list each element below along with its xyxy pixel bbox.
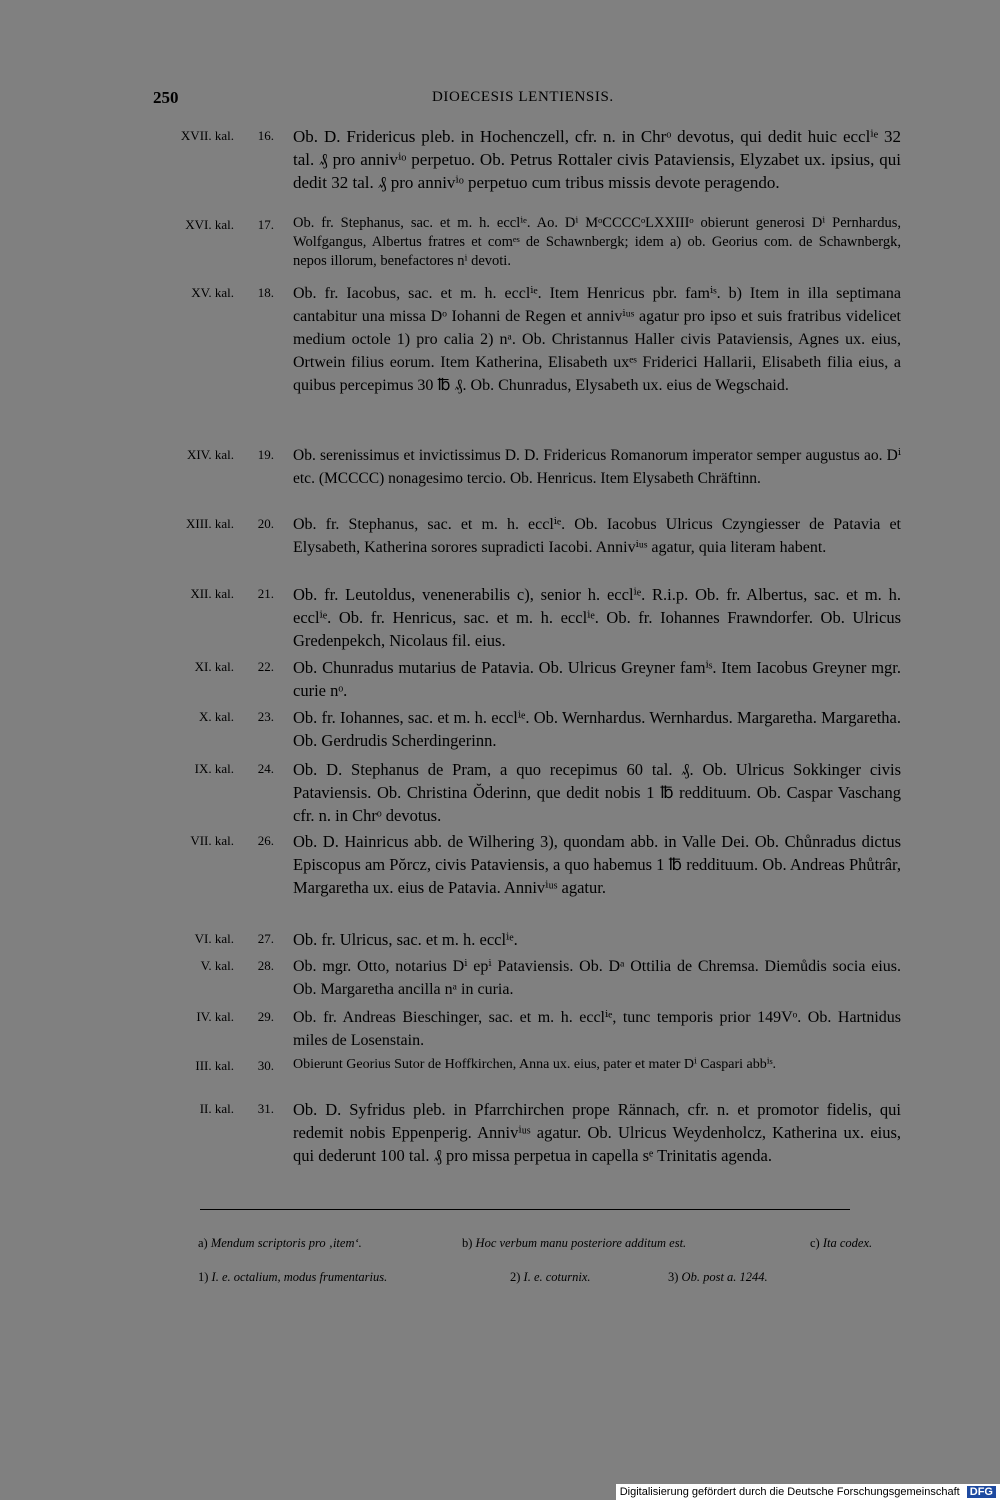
kalends-label: V. kal. bbox=[200, 958, 234, 973]
kalends-label: XIV. kal. bbox=[186, 447, 234, 462]
day-number: 19. bbox=[257, 447, 274, 462]
entry-text: Ob. serenissimus et invictissimus D. D. Fridericus Romanorum imperator semper augustus ao. Dⁱ etc. (MCCCC) nonagesimo tercio. Ob. Henricus. Item Elysabeth Chräftinn. bbox=[293, 447, 901, 487]
footnote-label: 3) bbox=[668, 1270, 679, 1284]
footnote-text: Ob. post a. 1244. bbox=[681, 1270, 768, 1284]
day-number: 23. bbox=[257, 709, 274, 724]
kalends-label: XVI. kal. bbox=[185, 217, 234, 232]
footnote-label: c) bbox=[810, 1236, 820, 1250]
entry-text: Ob. fr. Iohannes, sac. et m. h. ecclⁱᵉ. Ob. Wernhardus. Wernhardus. Margaretha. Margaretha. Ob. Gerdrudis Scherdingerinn. bbox=[293, 708, 901, 750]
footnote-label: a) bbox=[198, 1236, 208, 1250]
funding-text: Digitalisierung gefördert durch die Deutsche Forschungsgemeinschaft bbox=[619, 1486, 960, 1498]
day-number: 18. bbox=[257, 285, 274, 300]
kalends-label: II. kal. bbox=[199, 1101, 234, 1116]
day-number: 26. bbox=[257, 833, 274, 848]
entry-text: Obierunt Georius Sutor de Hoffkirchen, Anna ux. eius, pater et mater Dⁱ Caspari abbⁱˢ. bbox=[293, 1057, 777, 1072]
footnote-text: I. e. octalium, modus frumentarius. bbox=[211, 1270, 388, 1284]
day-number: 29. bbox=[257, 1009, 274, 1024]
day-number: 31. bbox=[257, 1101, 274, 1116]
entry-text: Ob. D. Stephanus de Pram, a quo recepimus 60 tal. ₰. Ob. Ulricus Sokkinger civis Pataviensis. Ob. Christina Ŏderinn, que dedit nobis 1 ℔ reddituum. Ob. Caspar Vaschang cfr. n. in Chrᵒ devotus. bbox=[293, 760, 901, 825]
kalends-label: VI. kal. bbox=[194, 931, 234, 946]
dfg-funding-banner bbox=[616, 1484, 1000, 1500]
page-title: DIOECESIS LENTIENSIS. bbox=[432, 89, 614, 105]
entry-text: Ob. fr. Ulricus, sac. et m. h. ecclⁱᵉ. bbox=[293, 930, 518, 949]
entry-text: Ob. D. Syfridus pleb. in Pfarrchirchen prope Rännach, cfr. n. et promotor fidelis, qui redemit nobis Eppenperig. Annivⁱᵘˢ agatur. Ob. Ulricus Weydenholcz, Katherina ux. eius, qui dederunt 100 tal. ₰ pro missa perpetua in capella sᵉ Trinitatis agenda. bbox=[293, 1100, 901, 1165]
footnote bbox=[462, 1236, 686, 1251]
footnote-text: Ita codex. bbox=[822, 1236, 873, 1250]
footnote bbox=[668, 1270, 768, 1285]
day-number: 30. bbox=[257, 1058, 274, 1073]
day-number: 22. bbox=[257, 659, 274, 674]
footnote bbox=[510, 1270, 591, 1285]
day-number: 21. bbox=[257, 586, 274, 601]
footnote-label: b) bbox=[462, 1236, 473, 1250]
kalends-label: X. kal. bbox=[198, 709, 234, 724]
entry-text: Ob. fr. Andreas Bieschinger, sac. et m. h. ecclⁱᵉ, tunc temporis prior 149Vᵒ. Ob. Hartnidus miles de Losenstain. bbox=[293, 1009, 901, 1049]
footnote bbox=[198, 1236, 362, 1251]
entry-text: Ob. Chunradus mutarius de Patavia. Ob. Ulricus Greyner famⁱˢ. Item Iacobus Greyner mgr. curie nᵒ. bbox=[293, 658, 901, 700]
entry-text: Ob. D. Hainricus abb. de Wilhering 3), quondam abb. in Valle Dei. Ob. Chůnradus dictus Episcopus am Pŏrcz, civis Pataviensis, a quo habemus 1 ℔ reddituum. Ob. Andreas Phůtrâr, Margaretha ux. eius de Patavia. Annivⁱᵘˢ agatur. bbox=[293, 832, 901, 897]
day-number: 20. bbox=[257, 516, 274, 531]
dfg-logo: DFG bbox=[967, 1486, 996, 1498]
kalends-label: III. kal. bbox=[195, 1058, 234, 1073]
kalends-label: XI. kal. bbox=[194, 659, 234, 674]
entry-text: Ob. fr. Iacobus, sac. et m. h. ecclⁱᵉ. Item Henricus pbr. famⁱˢ. b) Item in illa septimana cantabitur una missa Dᵒ Iohanni de Regen et annivⁱᵘˢ agatur pro ipso et suis fratribus videlicet medium octole 1) pro calia 2) nᵃ. Ob. Christannus Haller civis Pataviensis, Agnes ux. eius, Ortwein filius eorum. Item Katherina, Elisabeth uxᵉˢ Friderici Hallarii, Elisabeth filia eius, a quibus percepimus 30 ℔ ₰. Ob. Chunradus, Elysabeth ux. eius de Wegschaid. bbox=[293, 285, 901, 394]
footnote bbox=[198, 1270, 387, 1285]
entry-text: Ob. D. Fridericus pleb. in Hochenczell, cfr. n. in Chrᵒ devotus, qui dedit huic ecclⁱᵉ 32 tal. ₰ pro annivⁱᵒ perpetuo. Ob. Petrus Rottaler civis Pataviensis, Elyzabet ux. ipsius, qui dedit 32 tal. ₰ pro annivⁱᵒ perpetuo cum tribus missis devote peragendo. bbox=[293, 127, 901, 192]
entry-text: Ob. fr. Leutoldus, venenerabilis c), senior h. ecclⁱᵉ. R.i.p. Ob. fr. Albertus, sac. et m. h. ecclⁱᵉ. Ob. fr. Henricus, sac. et m. h. ecclⁱᵉ. Ob. fr. Iohannes Frawndorfer. Ob. Ulricus Gredenpekch, Nicolaus fil. eius. bbox=[293, 585, 901, 650]
kalends-label: IX. kal. bbox=[194, 761, 234, 776]
kalends-label: XV. kal. bbox=[191, 285, 234, 300]
entry-text: Ob. fr. Stephanus, sac. et m. h. ecclⁱᵉ. Ob. Iacobus Ulricus Czyngiesser de Patavia et Elysabeth, Katherina sorores supradicti Iacobi. Annivⁱᵘˢ agatur, quia literam habent. bbox=[293, 516, 901, 556]
footnote-text: Hoc verbum manu posteriore additum est. bbox=[475, 1236, 687, 1250]
footnote-rule bbox=[200, 1209, 850, 1210]
day-number: 28. bbox=[257, 958, 274, 973]
day-number: 24. bbox=[257, 761, 274, 776]
footnote-label: 1) bbox=[198, 1270, 209, 1284]
kalends-label: XIII. kal. bbox=[185, 516, 234, 531]
kalends-label: XII. kal. bbox=[190, 586, 234, 601]
day-number: 27. bbox=[257, 931, 274, 946]
footnote-text: Mendum scriptoris pro ‚item‘. bbox=[210, 1236, 362, 1250]
footnote-text: I. e. coturnix. bbox=[523, 1270, 591, 1284]
kalends-label: XVII. kal. bbox=[180, 128, 234, 143]
day-number: 16. bbox=[257, 128, 274, 143]
page-number: 250 bbox=[153, 88, 179, 107]
footnote-label: 2) bbox=[510, 1270, 521, 1284]
kalends-label: VII. kal. bbox=[190, 833, 234, 848]
entry-text: Ob. mgr. Otto, notarius Dⁱ epⁱ Pataviensis. Ob. Dᵃ Ottilia de Chremsa. Diemůdis socia eius. Ob. Margaretha ancilla nᵃ in curia. bbox=[293, 958, 901, 998]
day-number: 17. bbox=[257, 217, 274, 232]
kalends-label: IV. kal. bbox=[196, 1009, 234, 1024]
footnote bbox=[810, 1236, 872, 1251]
entry-text: Ob. fr. Stephanus, sac. et m. h. ecclⁱᵉ. Ao. Dⁱ MᵒCCCCᵒLXXIIIᵒ obierunt generosi Dⁱ Pernhardus, Wolfgangus, Albertus fratres et comᵉˢ de Schawnbergk; idem a) ob. Georius com. de Schawnbergk, nepos illorum, benefactores nⁱ devoti. bbox=[293, 215, 901, 269]
